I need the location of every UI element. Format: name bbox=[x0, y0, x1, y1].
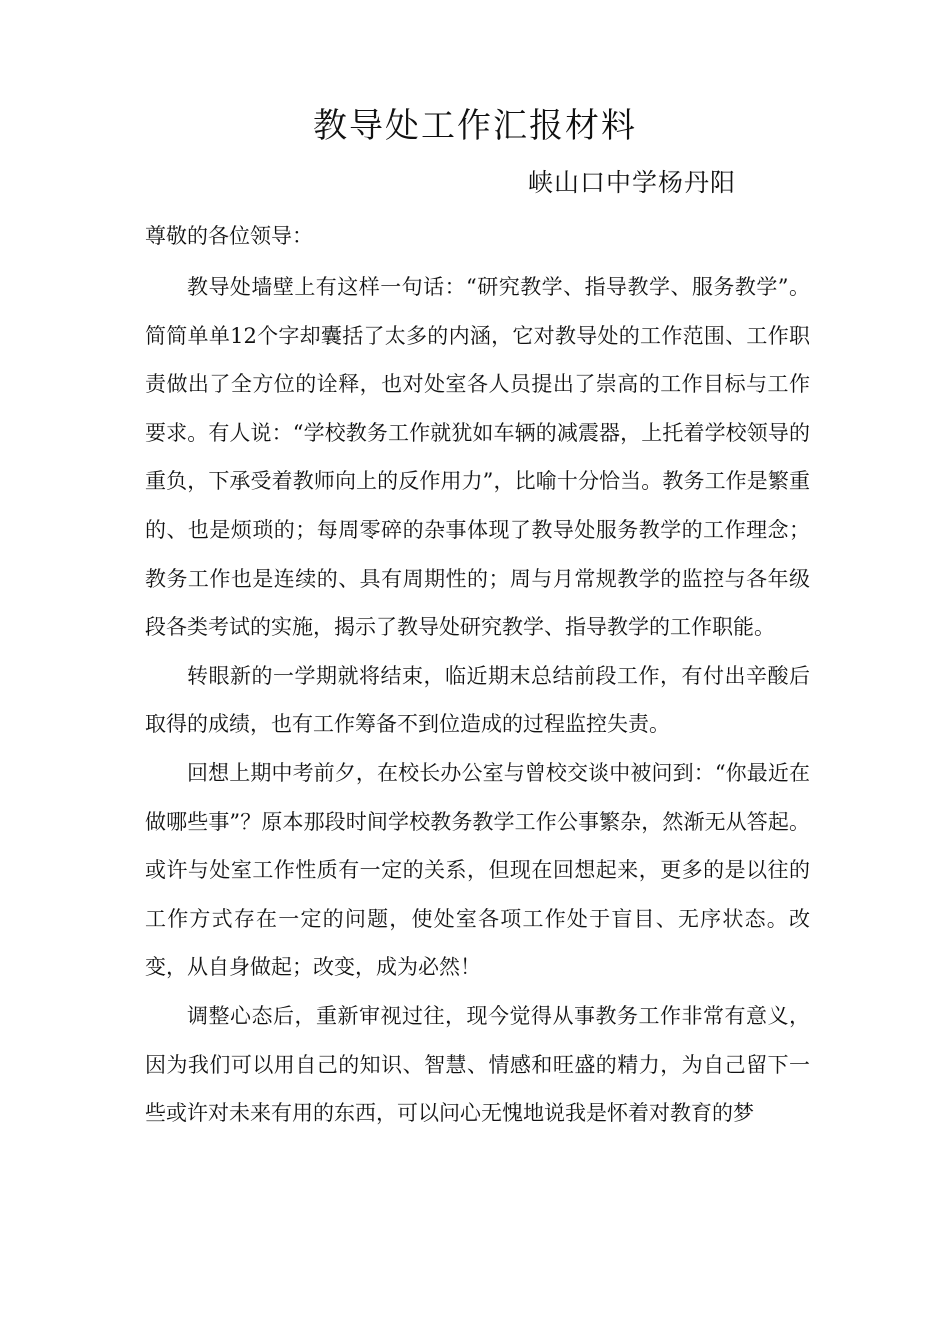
salutation: 尊敬的各位领导： bbox=[145, 224, 313, 248]
document-body bbox=[145, 263, 810, 1138]
paragraph: 转眼新的一学期就将结束，临近期末总结前段工作，有付出辛酸后取得的成绩，也有工作筹备不到位造成的过程监控失责。 bbox=[145, 663, 810, 737]
paragraph: 教导处墙壁上有这样一句话：“研究教学、指导教学、服务教学”。简简单单12个字却囊括了太多的内涵，它对教导处的工作范围、工作职责做出了全方位的诠释，也对处室各人员提出了崇高的工作目标与工作要求。有人说：“学校教务工作就犹如车辆的减震器，上托着学校领导的重负，下承受着教师向上的反作用力”，比喻十分恰当。教务工作是繁重的、也是烦琐的；每周零碎的杂事体现了教导处服务教学的工作理念；教务工作也是连续的、具有周期性的；周与月常规教学的监控与各年级段各类考试的实施，揭示了教导处研究教学、指导教学的工作职能。 bbox=[145, 275, 810, 640]
paragraph: 回想上期中考前夕，在校长办公室与曾校交谈中被问到：“你最近在做哪些事”？原本那段时间学校教务教学工作公事繁杂，然渐无从答起。或许与处室工作性质有一定的关系，但现在回想起来，更多的是以往的工作方式存在一定的问题，使处室各项工作处于盲目、无序状态。改变，从自身做起；改变，成为必然！ bbox=[145, 760, 810, 980]
document-title: 教导处工作汇报材料 bbox=[313, 106, 637, 146]
author-line: 峡山口中学杨丹阳 bbox=[528, 168, 737, 197]
paragraph: 调整心态后，重新审视过往，现今觉得从事教务工作非常有意义，因为我们可以用自己的知识、智慧、情感和旺盛的精力，为自己留下一些或许对未来有用的东西，可以问心无愧地说我是怀着对教育的梦 bbox=[145, 1003, 810, 1126]
